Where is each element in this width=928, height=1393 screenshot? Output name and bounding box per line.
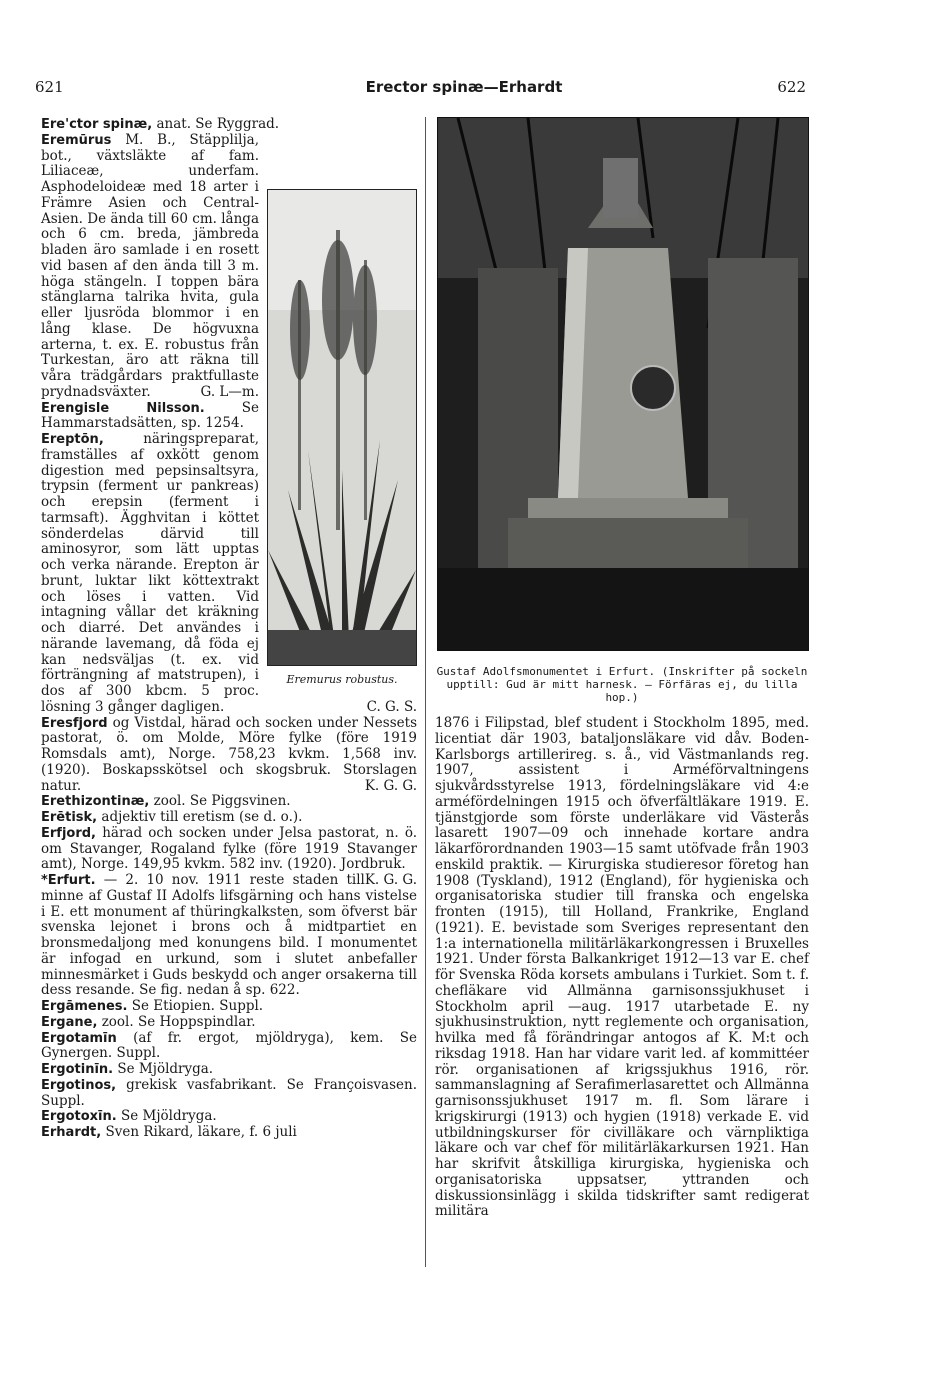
entry-headword: Ergotoxīn. — [41, 1109, 117, 1125]
entry-headword: Ergotamīn — [41, 1030, 117, 1046]
monument-figure — [435, 117, 809, 704]
entry-headword: Ergotinos, — [41, 1077, 117, 1093]
entry-erhardt-continued: 1876 i Filipstad, blef student i Stockholm 1895, med. licentiat där 1903, bataljonsläkare vid dåv. Boden-Karlsborgs artillerireg. s. å., vid Västmanlands reg. 1907, assistent i Arméförvaltningens sjukvårdsstyrelse 1913, fördelningsläkare vid 4:e arméfördelningen 1915 och öfverfältläkare 1919. E. tjänstgjorde som förste underläkare vid Västerås lasarett 1907—09 och innehade kortare andra läkarförordnanden 1903—15 samt utöfvade från 1903 enskild praktik. — Kirurgiska studieresor företog han 1908 (Tyskland), 1912 (England), för hygieniska och organisatoriska studier till franska och engelska fronten (1915), till Holland, Frankrike, England (1921). E. bevistade som Sveriges representant den 1:a internationella militärläkarkongressen i Bruxelles 1921. Under första Balkankriget 1912—13 var E. chef för Svenska Röda korsets ambulans i Turkiet. Som t. f. chefläkare vid Allmänna garnisonssjukhuset i Stockholm april —aug. 1917 utarbetade E. ny sjukhusinstruktion, nytt reglemente och organisation, hvilka med få förändringar antogos af K. M:t och riksdag 1918. Han har vidare varit led. af kommittéer rör. organisationen af krigssjukhus 1916, rör. sammanslagning af Serafimerlasarettet och Allmänna garnisonssjukhuset 1917 m. fl. Som lärare i krigskirurgi (1913) och hygien (1918) verkade E. vid utbildningskurser för civilläkare och värnpliktiga läkare och var chef för militärläkarkursen 1921. Han har skrifvit åtskilliga kirurgiska, hygieniska och organisatoriska uppsatser, yttranden och diskussionsinlägg i skilda tidskrifter samt redigerat militära — [435, 715, 809, 1220]
monument-photo — [437, 117, 809, 651]
entry-ergamenes — [41, 999, 417, 1015]
entry-headword: Eresfjord — [41, 715, 108, 731]
entry-headword: Ergāmenes. — [41, 999, 128, 1014]
page-number-right: 622 — [777, 78, 806, 96]
entry-headword: Ereptōn, — [41, 432, 104, 447]
entry-text: anat. Se Ryggrad. — [156, 116, 280, 132]
entry-text: Se Mjöldryga. — [121, 1108, 217, 1125]
running-title: Erector spinæ—Erhardt — [365, 78, 563, 96]
entry-text: zool. Se Hoppspindlar. — [101, 1013, 256, 1030]
eremurus-figure — [267, 189, 417, 691]
entry-text: adjektiv till eretism (se d. o.). — [101, 809, 303, 825]
entry-eresfjord — [41, 716, 417, 795]
entry-text: zool. Se Piggsvinen. — [153, 793, 291, 810]
column-divider — [425, 117, 426, 1267]
entry-ergotoxin — [41, 1109, 417, 1125]
entry-text: härad och socken under Jelsa pastorat, n. ö. om Stavanger, Rogaland fylke (före 1919 Stavanger amt), Norge. 149,95 kvkm. 582 inv. (1920). Jordbruk. — [41, 824, 418, 873]
entry-headword: Erhardt, — [41, 1125, 102, 1140]
entry-erfurt — [41, 873, 417, 999]
left-column — [41, 117, 417, 1141]
entry-eretisk — [41, 810, 417, 826]
entry-headword: Erethizontinæ, — [41, 794, 150, 810]
entry-erector-spinae — [41, 117, 417, 133]
page-number-left: 621 — [35, 78, 64, 96]
figure-caption: Gustaf Adolfsmonumentet i Erfurt. (Inskrifter på sockeln upptill: Gud är mitt harnesk. — Förfäras ej, du lilla hop.) — [436, 665, 808, 704]
eremurus-photo — [267, 189, 417, 666]
author-signature: K. G. G. — [364, 872, 417, 888]
entry-headword: Ergotinīn. — [41, 1062, 114, 1077]
author-signature: C. G. S. — [366, 698, 417, 715]
entry-text: Se Mjöldryga. — [117, 1061, 214, 1077]
entry-erethizontinae — [41, 794, 417, 810]
entry-ergotinos — [41, 1078, 417, 1110]
author-signature: G. L—m. — [200, 383, 259, 400]
entry-text: Sven Rikard, läkare, f. 6 juli — [105, 1124, 297, 1140]
entry-ergane — [41, 1015, 417, 1031]
entry-headword: Ere'ctor spinæ, — [41, 117, 153, 132]
entry-ergotinin — [41, 1062, 417, 1078]
entry-headword: Erengisle Nilsson. — [41, 400, 205, 416]
entry-text: Se Etiopien. Suppl. — [131, 998, 264, 1014]
entry-text: — 2. 10 nov. 1911 reste staden till minne af Gustaf II Adolfs lifsgärning och hans vistelse i E. ett monument af thüringkalksten, som öfverst bär svenska lejonet i brons och å midtpartiet en bronsmedaljong med konungens bild. I monumentet är infogad en urkund, som i slutet anbefaller minnesmärket i Guds beskydd och anger orsakerna till dess resande. Se fig. nedan å sp. 622. — [41, 872, 417, 999]
right-column — [435, 117, 809, 1220]
entry-text: grekisk vasfabrikant. Se Françoisvasen. Suppl. — [41, 1076, 417, 1109]
entry-headword: Erfjord, — [41, 825, 96, 841]
entry-headword: *Erfurt. — [41, 873, 96, 888]
entry-headword: Ergane, — [41, 1014, 98, 1030]
entry-ergotamin — [41, 1031, 417, 1063]
author-signature: K. G. G. — [364, 777, 417, 794]
entry-erhardt — [41, 1125, 417, 1141]
entry-text: näringspreparat, framställes af oxkött genom digestion med pepsinsaltsyra, trypsin (ferment ur pankreas) och erepsin (ferment i tarmsaft). Ägghvitan i köttet sönderdelas därvid till aminosyror, som lätt upptas och verka närande. Erepton är brunt, luktar likt köttextrakt och löses i vatten. Vid intagning vållar det kräkning och diarré. Det användes i närande lavemang, då föda ej kan nedsväljas (t. ex. vid förträngning af matstrupen), i dos af 300 kbcm. 5 proc. lösning 3 gånger dagligen. — [41, 431, 259, 715]
figure-caption: Eremurus robustus. — [286, 672, 398, 686]
entry-headword: Erētisk, — [41, 810, 98, 825]
entry-text: Se Hammarstadsätten, sp. 1254. — [41, 399, 259, 432]
entry-headword: Eremūrus — [41, 132, 112, 148]
entry-text: (af fr. ergot, mjöldryga), kem. Se Gynergen. Suppl. — [41, 1029, 418, 1062]
entry-text: M. B., Stäpplilja, bot., växtsläkte af fam. Liliaceæ, underfam. Asphodeloideæ med 18 arter i Främre Asien och Central-Asien. De ända till 60 cm. långa och 6 cm. breda, jämbreda bladen äro samlade i en rosett vid basen af den ända till 3 m. höga stängeln. I toppen bära stänglarna talrika hvita, gula eller ljusröda blommor i en lång klase. De högvuxna arterna, t. ex. E. robustus från Turkestan, äro att räkna till våra trädgårdars praktfullaste prydnadsväxter. — [41, 131, 259, 400]
entry-text: og Vistdal, härad och socken under Nessets pastorat, ö. om Molde, Möre fylke (före 1919 Romsdals amt), Norge. 758,23 kvkm. 1,568 inv. (1920). Boskapsskötsel och skogsbruk. Storslagen natur. — [41, 714, 417, 794]
